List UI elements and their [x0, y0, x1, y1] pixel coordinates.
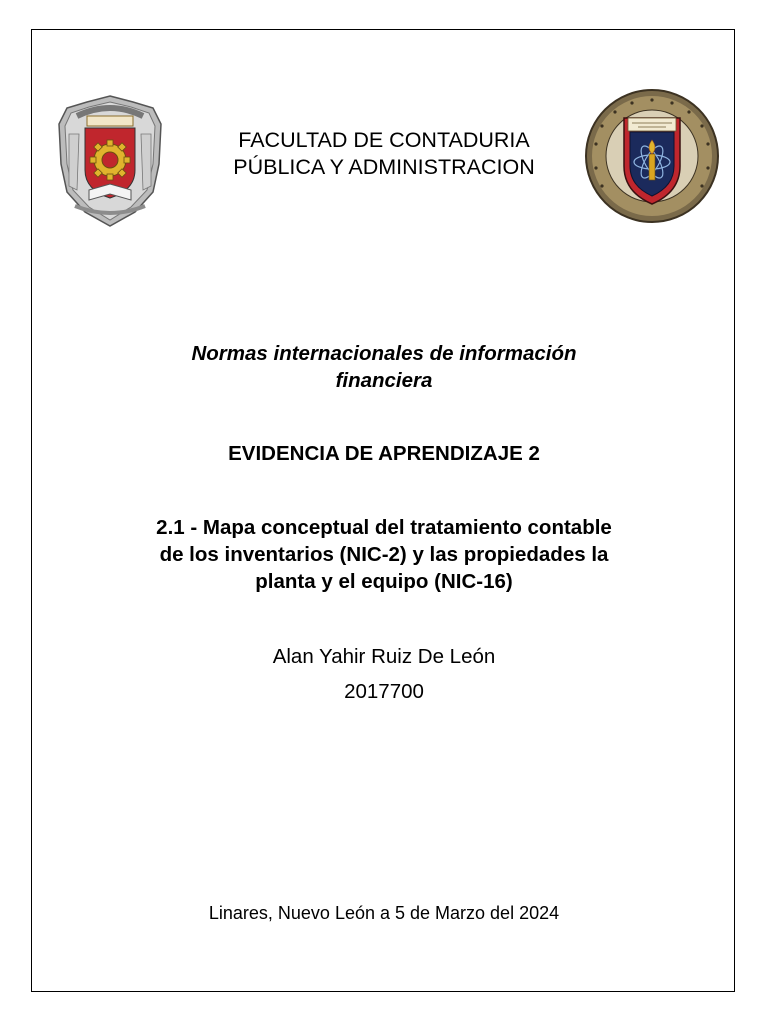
place-date: Linares, Nuevo León a 5 de Marzo del 2024 [208, 903, 560, 923]
student-id: 2017700 [344, 680, 424, 703]
course-title-line2: financiera [335, 369, 433, 392]
fcpa-logo [55, 94, 165, 230]
topic-title-line2: de los inventarios (NIC-2) y las propiedades la [159, 543, 609, 566]
uanl-logo [584, 88, 720, 224]
evidence-title: EVIDENCIA DE APRENDIZAJE 2 [228, 442, 540, 465]
fcpa-crest-icon [55, 94, 165, 230]
author-name: Alan Yahir Ruiz De León [272, 645, 496, 668]
uanl-seal-icon [584, 88, 720, 224]
faculty-title-line1: FACULTAD DE CONTADURIA [238, 128, 530, 152]
course-title [100, 340, 668, 394]
faculty-title-line2: PÚBLICA Y ADMINISTRACION [233, 155, 535, 179]
topic-title [100, 514, 668, 595]
faculty-title [170, 127, 598, 181]
course-title-line1: Normas internacionales de información [191, 342, 577, 365]
topic-title-line1: 2.1 - Mapa conceptual del tratamiento contable [156, 516, 612, 539]
topic-title-line3: planta y el equipo (NIC-16) [255, 570, 513, 593]
